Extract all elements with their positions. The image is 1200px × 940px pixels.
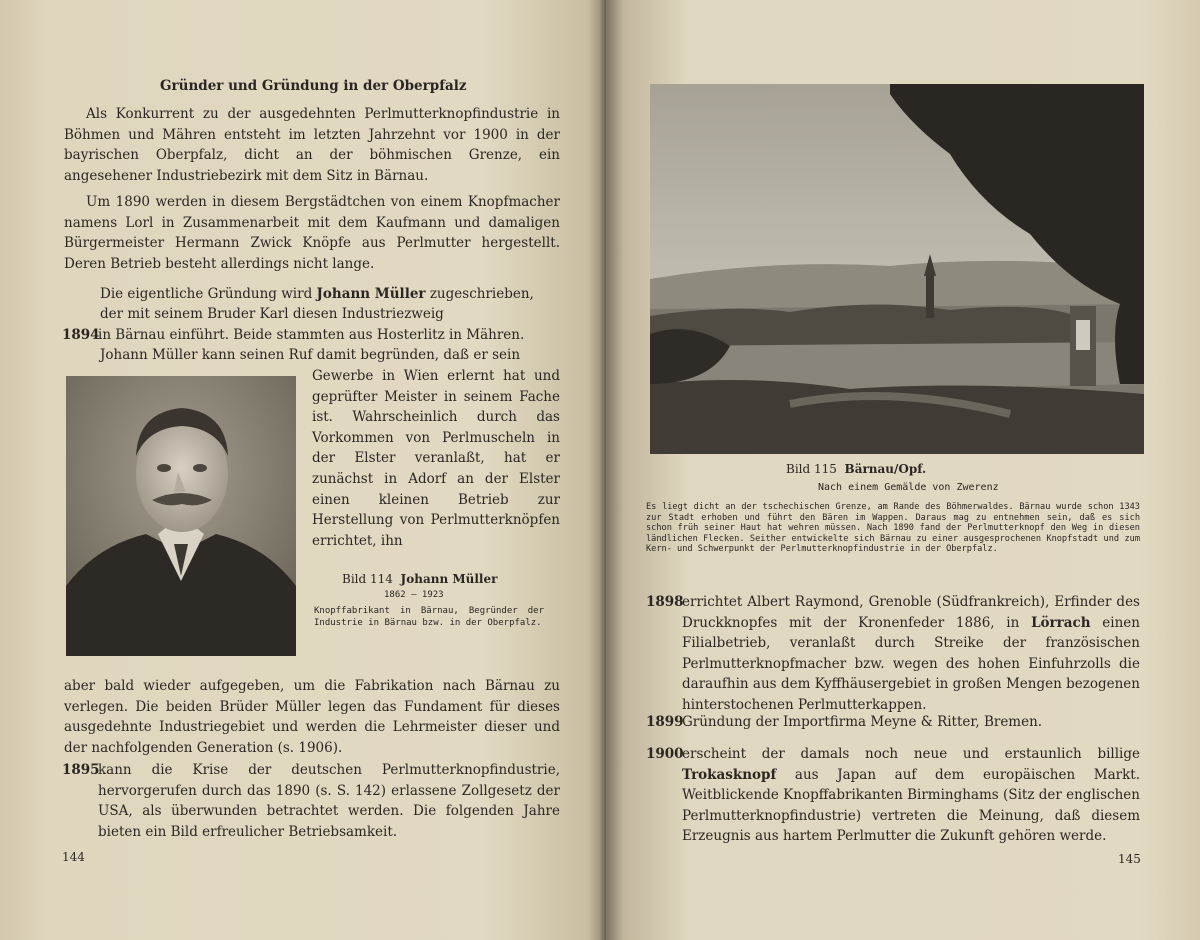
year-label: 1895 <box>62 762 100 778</box>
text-run: einen Filialbetrieb, veranlaßt durch Streike der französischen Perlmutterknopfmacher bzw. wegen des hohen Einfuhrzolls die daraufhin aus dem Kyffhäusergebiet in großen Mengen bezogenen hinterstochenen Perlmutterkappen. <box>682 614 1140 713</box>
text-run: Die eigentliche Gründung wird <box>100 286 317 302</box>
paragraph-mueller-line1 <box>100 284 560 305</box>
year-label: 1898 <box>646 594 684 610</box>
year-label: 1900 <box>646 746 684 762</box>
caption-number: Bild 115 <box>786 462 837 476</box>
caption-note: Es liegt dicht an der tschechischen Grenze, am Rande des Böhmerwaldes. Bärnau wurde schon 1343 zur Stadt erhoben und führt den Bären im Wappen. Daraus mag zu entnehmen sein, daß es sich schon früh seiner Haut hat wehren müssen. Nach 1890 fand der Perlmutterknopf den Weg in diesen ländlichen Flecken. Seither entwickelte sich Bärnau zu einer ausgesprochenen Knopfstadt und zum Kern- und Schwerpunkt der Perlmutterknopfindustrie in der Oberpfalz. <box>646 502 1140 554</box>
paragraph-mueller-line4: Johann Müller kann seinen Ruf damit begründen, daß er sein <box>100 347 521 363</box>
figure-caption-114 <box>342 572 497 586</box>
bold-place: Lörrach <box>1031 614 1091 631</box>
portrait-illustration <box>66 376 296 656</box>
page-heading: Gründer und Gründung in der Oberpfalz <box>160 78 467 94</box>
year-entry-1900 <box>646 744 1140 847</box>
landscape-illustration <box>650 84 1144 454</box>
caption-title: Bärnau/Opf. <box>844 462 927 476</box>
entry-text: in Bärnau einführt. Beide stammten aus Hosterlitz in Mähren. <box>98 327 525 343</box>
paragraph-fundament: aber bald wieder aufgegeben, um die Fabrikation nach Bärnau zu verlegen. Die beiden Brüder Müller legen das Fundament für dieses ausgedehnte Industriegebiet und werden die Lehrmeister dieser und der nachfolgenden Generation (s. 1906). <box>64 678 560 756</box>
landscape-painting-baernau <box>650 84 1144 454</box>
figure-caption-115 <box>786 462 926 476</box>
paragraph-mueller-line2: der mit seinem Bruder Karl diesen Industriezweig <box>100 306 444 322</box>
year-label: 1899 <box>646 714 684 730</box>
portrait-photo-johann-mueller <box>66 376 296 656</box>
year-entry-1898 <box>646 592 1140 716</box>
text-run: zugeschrieben, <box>425 286 534 302</box>
text-run: erscheint der damals noch neue und erstaunlich billige <box>682 746 1140 762</box>
entry-text <box>682 744 1140 847</box>
text-run: errichtet Albert Raymond, Grenoble (Südfrankreich), Erfinder des Druckknopfes mit der Kronenfeder 1886, in <box>682 594 1140 631</box>
text-run: aus Japan auf dem europäischen Markt. Weitblickende Knopffabrikanten Birminghams (Sitz der englischen Perlmutterknopfindustrie) vertreten die Meinung, daß diesem Erzeugnis aus hartem Perlmutter die Zukunft gehören werde. <box>682 766 1140 845</box>
year-entry-1894 <box>62 325 560 346</box>
entry-text <box>682 592 1140 716</box>
year-entry-1895 <box>62 760 560 842</box>
entry-text: Gründung der Importfirma Meyne & Ritter, Bremen. <box>682 714 1043 730</box>
page-number-left: 144 <box>62 850 85 864</box>
paragraph-lorl: Um 1890 werden in diesem Bergstädtchen von einem Knopfmacher namens Lorl in Zusammenarbeit mit dem Kaufmann und damaligen Bürgermeister Hermann Zwick Knöpfe aus Perlmutter hergestellt. Deren Betrieb besteht allerdings nicht lange. <box>64 194 560 272</box>
bold-name: Johann Müller <box>316 286 426 302</box>
caption-subtitle: Nach einem Gemälde von Zwerenz <box>818 482 999 493</box>
entry-text: kann die Krise der deutschen Perlmutterknopfindustrie, hervorgerufen durch das 1890 (s. S. 142) erlassene Zollgesetz der USA, als überwunden betrachtet werden. Die folgenden Jahre bieten ein Bild erfreulicher Betriebsamkeit. <box>98 762 560 840</box>
paragraph-intro: Als Konkurrent zu der ausgedehnten Perlmutterknopfindustrie in Böhmen und Mähren entsteht im letzten Jahrzehnt vor 1900 in der bayrischen Oberpfalz, dicht an der böhmischen Grenze, ein angesehener Industriebezirk mit dem Sitz in Bärnau. <box>64 106 560 184</box>
caption-dates: 1862 — 1923 <box>384 590 444 600</box>
bold-term: Trokasknopf <box>682 766 777 783</box>
year-entry-1899 <box>646 712 1140 733</box>
caption-note: Knopffabrikant in Bärnau, Begründer der Industrie in Bärnau bzw. in der Oberpfalz. <box>314 606 544 628</box>
caption-number: Bild 114 <box>342 572 393 586</box>
year-label: 1894 <box>62 327 100 343</box>
caption-title: Johann Müller <box>400 572 498 586</box>
page-number-right: 145 <box>1118 852 1141 866</box>
paragraph-mueller-wrap: Gewerbe in Wien erlernt hat und geprüfter Meister in seinem Fache ist. Wahrscheinlich durch das Vorkommen von Perlmuscheln in der Elster veranlaßt, hat er zunächst in Adorf an der Elster einen kleinen Betrieb zur Herstellung von Perlmutterknöpfen errichtet, ihn <box>312 368 560 549</box>
